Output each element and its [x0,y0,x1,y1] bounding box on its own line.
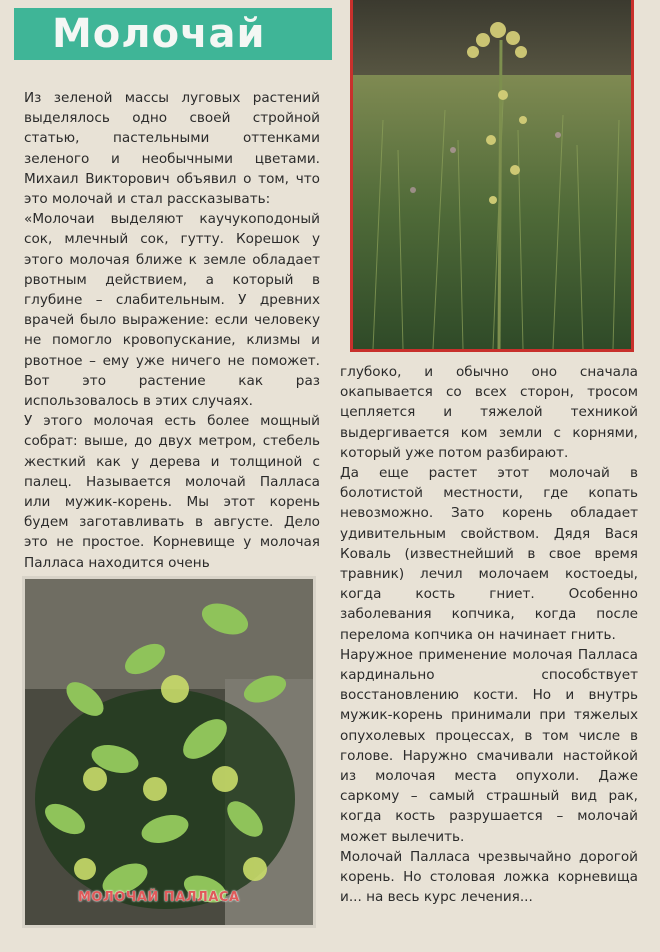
title-banner [14,8,332,60]
paragraph: Наружное применение молочая Палласа кардинально способствует восстановлению кости. Но и внутрь мужик-корень принимали при тяжелых опухолевых процессах, в том числе в голове. Наружно смачивали настойкой из молочая места опухоли. Даже саркому – самый страшный вид рак, когда кость разрушается – молочай может вылечить. [340,646,638,845]
page-title: Молочай [52,11,266,57]
paragraph: Молочай Палласа чрезвычайно дорогой корень. Но столовая ложка корневища и... на весь курс лечения... [340,848,638,906]
paragraph: У этого молочая есть более мощный собрат: выше, до двух метром, стебель жесткий как у дерева и толщиной с палец. Называется молочай Палласа или мужик-корень. Мы этот корень будем заготавливать в августе. Дело это не простое. Корневище у молочая Палласа находится очень [24,413,320,571]
euphorbia-photo [22,576,316,928]
photo-caption: МОЛОЧАЙ ПАЛЛАСА [78,890,240,905]
meadow-image [353,0,631,349]
paragraph: глубоко, и обычно оно сначала окапывается со всех сторон, тросом цепляется и тяжелой техникой выдергивается ком земли с корнями, который уже потом разбирают. [340,364,638,461]
paragraph: Да еще растет этот молочай в болотистой местности, где копать невозможно. Зато корень обладает удивительным свойством. Дядя Вася Коваль (известнейший в свое время травник) лечил молочаем костоеды, когда кость гниет. Особенно заболевания копчика, когда после перелома копчика он начинает гнить. [340,465,638,643]
meadow-photo [350,0,634,352]
euphorbia-image [25,579,313,925]
paragraph: Из зеленой массы луговых растений выделялось одно своей стройной статью, пастельными оттенками зеленого и необычными цветами. Михаил Викторович объявил о том, что это молочай и стал рассказывать: [24,90,320,208]
paragraph: «Молочаи выделяют каучукоподоный сок, млечный сок, гутту. Корешок у этого молочая ближе к земле обладает рвотным действием, а который в глубине – слабительным. У древних врачей было выражение: если человеку не помогло кровопускание, клизмы и рвотное – ему уже ничего не поможет. Вот это растение как раз использовалось в этих случаях. [24,211,320,410]
article-left-column [24,88,320,573]
article-right-column [340,362,638,907]
